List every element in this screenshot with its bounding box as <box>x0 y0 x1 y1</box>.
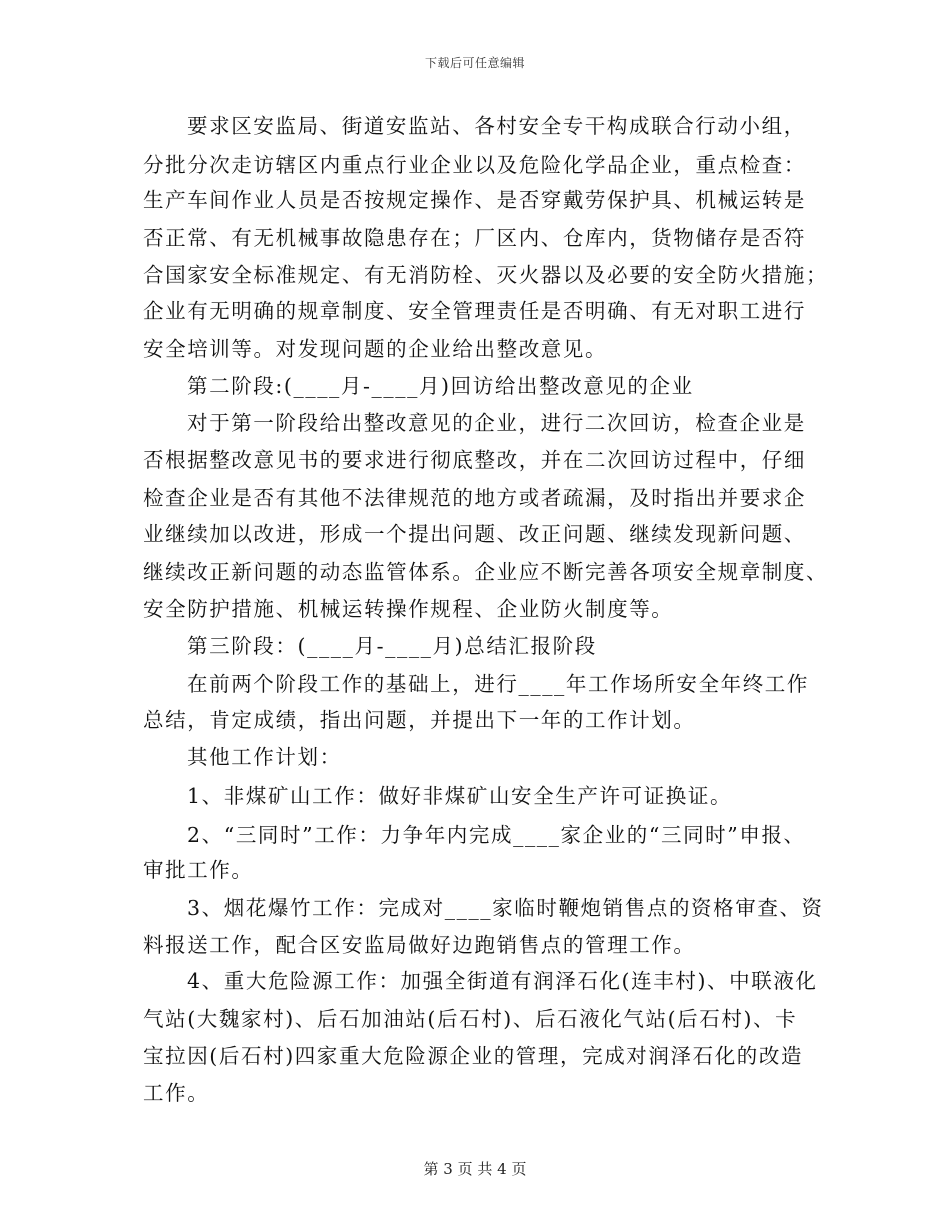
list-item-4-continued: 气站(大魏家村)、后石加油站(后石村)、后石液化气站(后石村)、卡 <box>143 1007 798 1031</box>
paragraph-line: 业继续加以改进，形成一个提出问题、改正问题、继续发现新问题、 <box>143 522 806 546</box>
list-item-1: 1、非煤矿山工作：做好非煤矿山安全生产许可证换证。 <box>187 784 733 808</box>
paragraph-line: 生产车间作业人员是否按规定操作、是否穿戴劳保护具、机械运转是 <box>143 188 806 212</box>
paragraph-line: 安全培训等。对发现问题的企业给出整改意见。 <box>143 337 608 361</box>
list-item-3-continued: 料报送工作，配合区安监局做好边跑销售点的管理工作。 <box>143 933 696 957</box>
paragraph-line: 总结，肯定成绩，指出问题，并提出下一年的工作计划。 <box>143 708 696 732</box>
paragraph-line: 继续改正新问题的动态监管体系。企业应不断完善各项安全规章制度、 <box>143 560 829 584</box>
paragraph-line: 企业有无明确的规章制度、安全管理责任是否明确、有无对职工进行 <box>143 299 806 323</box>
section-heading-stage-2: 第二阶段:(____月-____月)回访给出整改意见的企业 <box>187 374 694 398</box>
paragraph-line: 否正常、有无机械事故隐患存在；厂区内、仓库内，货物储存是否符 <box>143 226 806 250</box>
page-footer: 第 3 页 共 4 页 <box>423 1160 527 1178</box>
paragraph-line: 否根据整改意见书的要求进行彻底整改，并在二次回访过程中，仔细 <box>143 448 806 472</box>
list-item-4-continued: 宝拉因(后石村)四家重大危险源企业的管理，完成对润泽石化的改造 <box>143 1044 804 1068</box>
list-item-2: 2、“三同时”工作：力争年内完成____家企业的“三同时”申报、 <box>187 823 806 847</box>
list-item-3: 3、烟花爆竹工作：完成对____家临时鞭炮销售点的资格审查、资 <box>187 896 824 920</box>
section-heading-other-plans: 其他工作计划： <box>187 745 342 769</box>
paragraph-line: 对于第一阶段给出整改意见的企业，进行二次回访，检查企业是 <box>187 411 806 435</box>
list-item-4: 4、重大危险源工作：加强全街道有润泽石化(连丰村)、中联液化 <box>187 969 818 993</box>
paragraph-line: 要求区安监局、街道安监站、各村安全专干构成联合行动小组， <box>187 114 806 138</box>
paragraph-line: 在前两个阶段工作的基础上，进行____年工作场所安全年终工作 <box>187 672 809 696</box>
paragraph-line: 检查企业是否有其他不法律规范的地方或者疏漏，及时指出并要求企 <box>143 486 806 510</box>
list-item-4-continued: 工作。 <box>143 1081 210 1105</box>
paragraph-line: 合国家安全标准规定、有无消防栓、灭火器以及必要的安全防火措施； <box>143 263 829 287</box>
list-item-2-continued: 审批工作。 <box>143 858 254 882</box>
paragraph-line: 安全防护措施、机械运转操作规程、企业防火制度等。 <box>143 597 674 621</box>
paragraph-line: 分批分次走访辖区内重点行业企业以及危险化学品企业，重点检查： <box>143 153 806 177</box>
section-heading-stage-3: 第三阶段：(____月-____月)总结汇报阶段 <box>187 634 597 658</box>
page-header: 下载后可任意编辑 <box>424 56 525 70</box>
